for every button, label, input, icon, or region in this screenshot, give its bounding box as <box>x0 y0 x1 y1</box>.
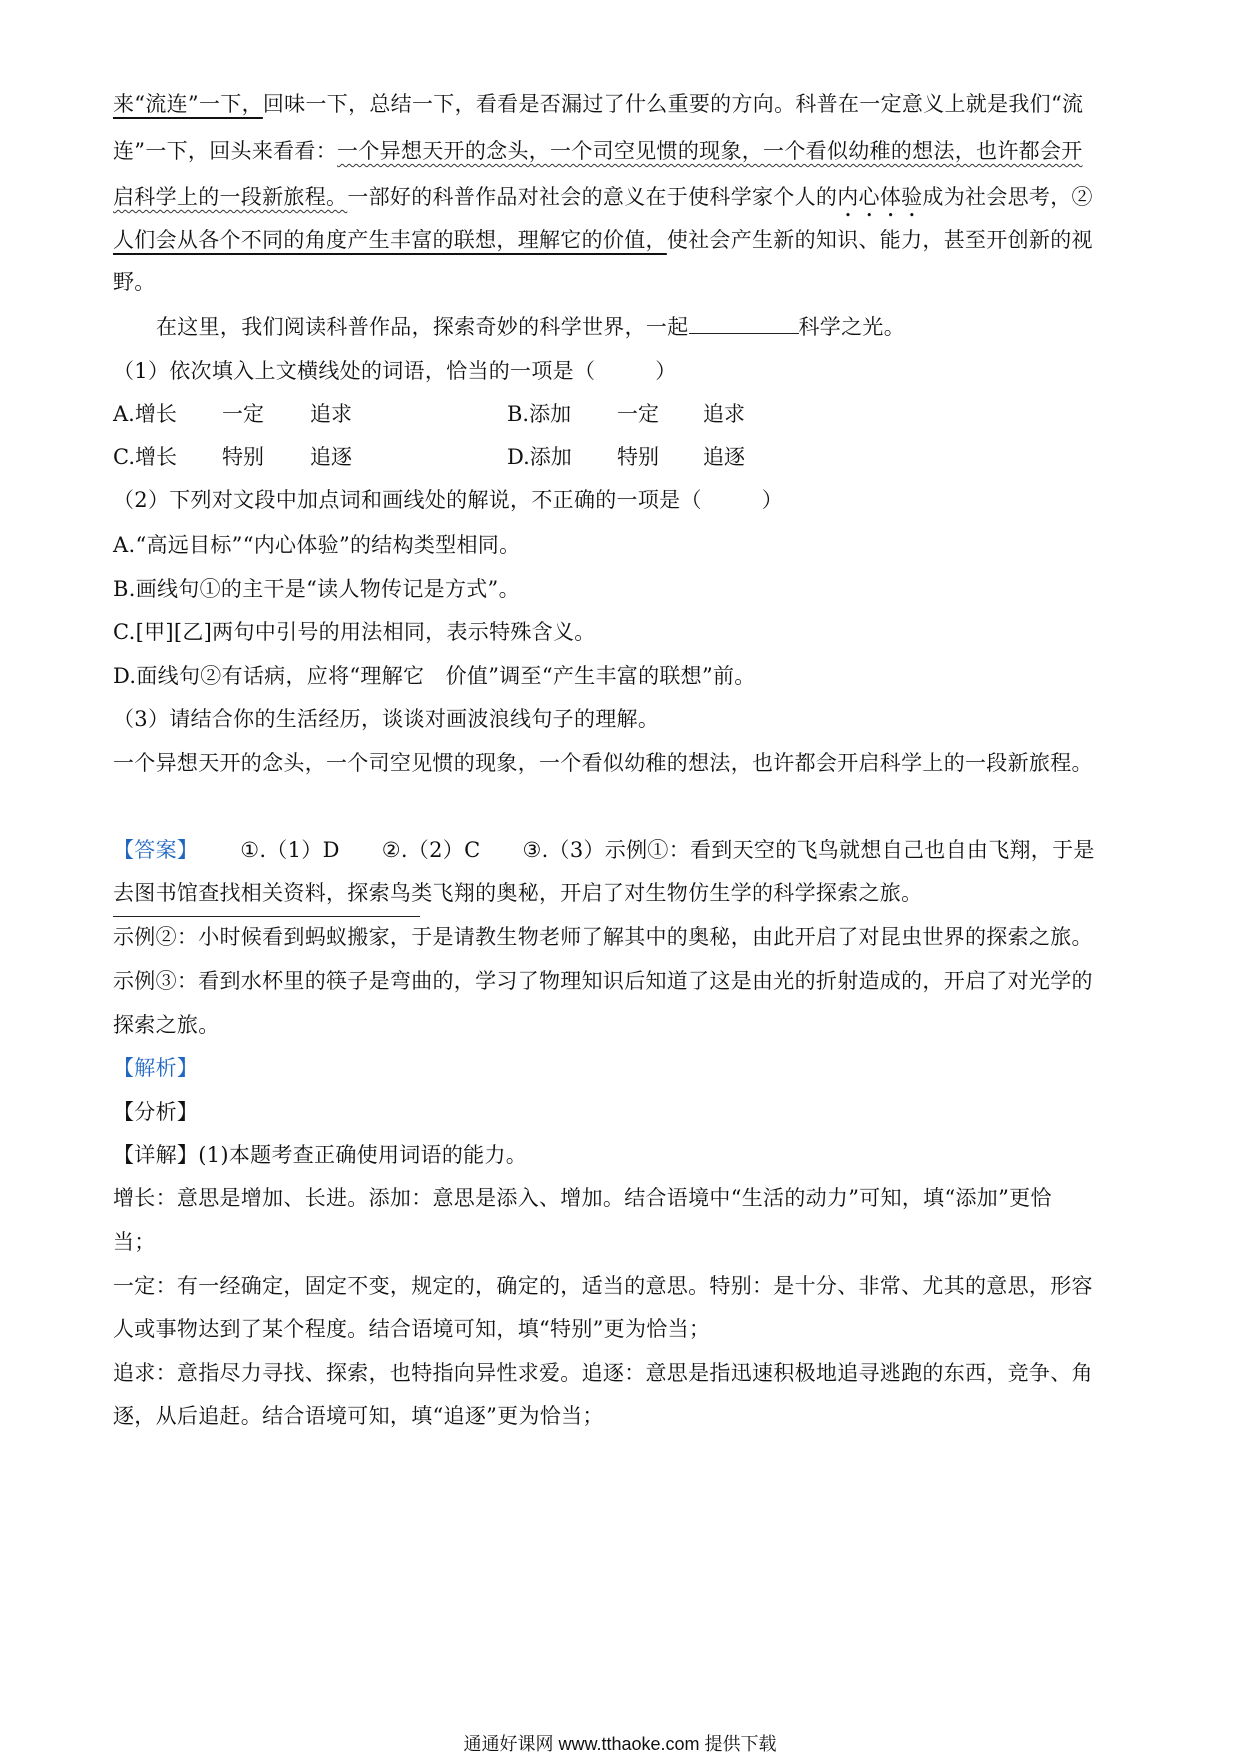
analysis-detail: 【详解】(1)本题考查正确使用词语的能力。 <box>113 1143 528 1167</box>
q1-option-c: C.增长 <box>113 445 177 469</box>
footer-url[interactable]: www.tthaoke.com <box>558 1734 700 1754</box>
question-1-stem: （1）依次填入上文横线处的词语，恰当的一项是（ ） <box>113 359 677 383</box>
analysis-para-2: 一定：有一经确定，固定不变，规定的，确定的，适当的意思。特别：是十分、非常、尤其的意思，形容 <box>113 1274 1093 1298</box>
answer-line-1: 【答案】 ①.（1）D ②.（2）C ③.（3）示例①：看到天空的飞鸟就想自己也自由飞翔，于是 <box>113 838 1095 862</box>
q1-option-c-word2: 特别 <box>222 445 264 469</box>
q1-option-b-word3: 追求 <box>703 402 745 426</box>
question-3-stem: （3）请结合你的生活经历，谈谈对画波浪线句子的理解。 <box>113 707 660 731</box>
analysis-para-2-cont: 人或事物达到了某个程度。结合语境可知，填“特别”更为恰当； <box>113 1317 711 1341</box>
passage-line-4: 人们会从各个不同的角度产生丰富的联想，理解它的价值，使社会产生新的知识、能力，甚至开创新的视 <box>113 228 1093 252</box>
passage-line-1: 来“流连”一下，回味一下，总结一下，看看是否漏过了什么重要的方向。科普在一定意义上就是我们“流 <box>113 92 1084 116</box>
q1-option-b: B.添加 <box>507 402 572 426</box>
answer-tag: 【答案】 <box>113 838 199 862</box>
answer-line-2: 去图书馆查找相关资料，探索鸟类飞翔的奥秘，开启了对生物仿生学的科学探索之旅。 <box>113 881 923 905</box>
underlined-sentence-2: 人们会从各个不同的角度产生丰富的联想，理解它的价值， <box>113 228 667 252</box>
passage-line-5: 野。 <box>113 270 156 294</box>
question-2-stem: （2）下列对文段中加点词和画线处的解说，不正确的一项是（ ） <box>113 488 784 512</box>
analysis-para-3-cont: 逐，从后追赶。结合语境可知，填“追逐”更为恰当； <box>113 1404 604 1428</box>
q1-option-d-word3: 追逐 <box>703 445 745 469</box>
answer-example-3-cont: 探索之旅。 <box>113 1013 220 1037</box>
q1-option-d: D.添加 <box>507 445 572 469</box>
analysis-para-1-cont: 当； <box>113 1230 156 1254</box>
q1-option-c-word3: 追逐 <box>310 445 352 469</box>
q2-option-a: A.“高远目标”“内心体验”的结构类型相同。 <box>113 533 521 557</box>
analysis-fenxi: 【分析】 <box>113 1100 199 1124</box>
footer-suffix: 提供下载 <box>704 1734 777 1754</box>
passage-line-2: 连”一下，回头来看看：一个异想天开的念头，一个司空见惯的现象，一个看似幼稚的想法，也许都会开 <box>113 139 1083 163</box>
q1-option-d-word2: 特别 <box>617 445 659 469</box>
wavy-underlined-sentence: 一个异想天开的念头，一个司空见惯的现象，一个看似幼稚的想法，也许都会开 <box>337 139 1083 163</box>
wavy-underlined-sentence-end: 启科学上的一段新旅程。 <box>113 185 348 209</box>
question-3-sentence: 一个异想天开的念头，一个司空见惯的现象，一个看似幼稚的想法，也许都会开启科学上的一段新旅程。 <box>113 751 1093 775</box>
footer-site-name: 通通好课网 <box>463 1734 554 1754</box>
analysis-para-1: 增长：意思是增加、长进。添加：意思是添入、增加。结合语境中“生活的动力”可知，填“添加”更恰 <box>113 1186 1052 1210</box>
answer-example-2: 示例②：小时候看到蚂蚁搬家，于是请教生物老师了解其中的奥秘，由此开启了对昆虫世界的探索之旅。 <box>113 925 1093 949</box>
q1-option-a-word2: 一定 <box>222 402 264 426</box>
q2-option-d: D.面线句②有话病，应将“理解它 价值”调至“产生丰富的联想”前。 <box>113 664 756 688</box>
passage-line-6: 在这里，我们阅读科普作品，探索奇妙的科学世界，一起 科学之光。 <box>156 315 905 339</box>
q1-option-b-word2: 一定 <box>617 402 659 426</box>
answer-line <box>113 916 420 917</box>
analysis-para-3: 追求：意指尽力寻找、探索，也特指向异性求爱。追逐：意思是指迅速积极地追寻逃跑的东西，竞争、角 <box>113 1361 1093 1385</box>
fill-blank <box>689 313 799 334</box>
passage-line-3: 启科学上的一段新旅程。一部好的科普作品对社会的意义在于使科学家个人的内心体验成为社会思考，② <box>113 185 1093 209</box>
q1-option-a: A.增长 <box>113 402 177 426</box>
q2-option-b: B.画线句①的主干是“读人物传记是方式”。 <box>113 577 520 601</box>
dotted-word: 内心体验 <box>837 185 923 209</box>
analysis-tag: 【解析】 <box>113 1056 199 1080</box>
underlined-phrase: 来“流连”一下， <box>113 92 263 116</box>
answer-example-3: 示例③：看到水杯里的筷子是弯曲的，学习了物理知识后知道了这是由光的折射造成的，开启了对光学的 <box>113 969 1093 993</box>
page-footer <box>0 1734 1240 1754</box>
q1-option-a-word3: 追求 <box>310 402 352 426</box>
q2-option-c: C.[甲][乙]两句中引号的用法相同，表示特殊含义。 <box>113 620 596 644</box>
